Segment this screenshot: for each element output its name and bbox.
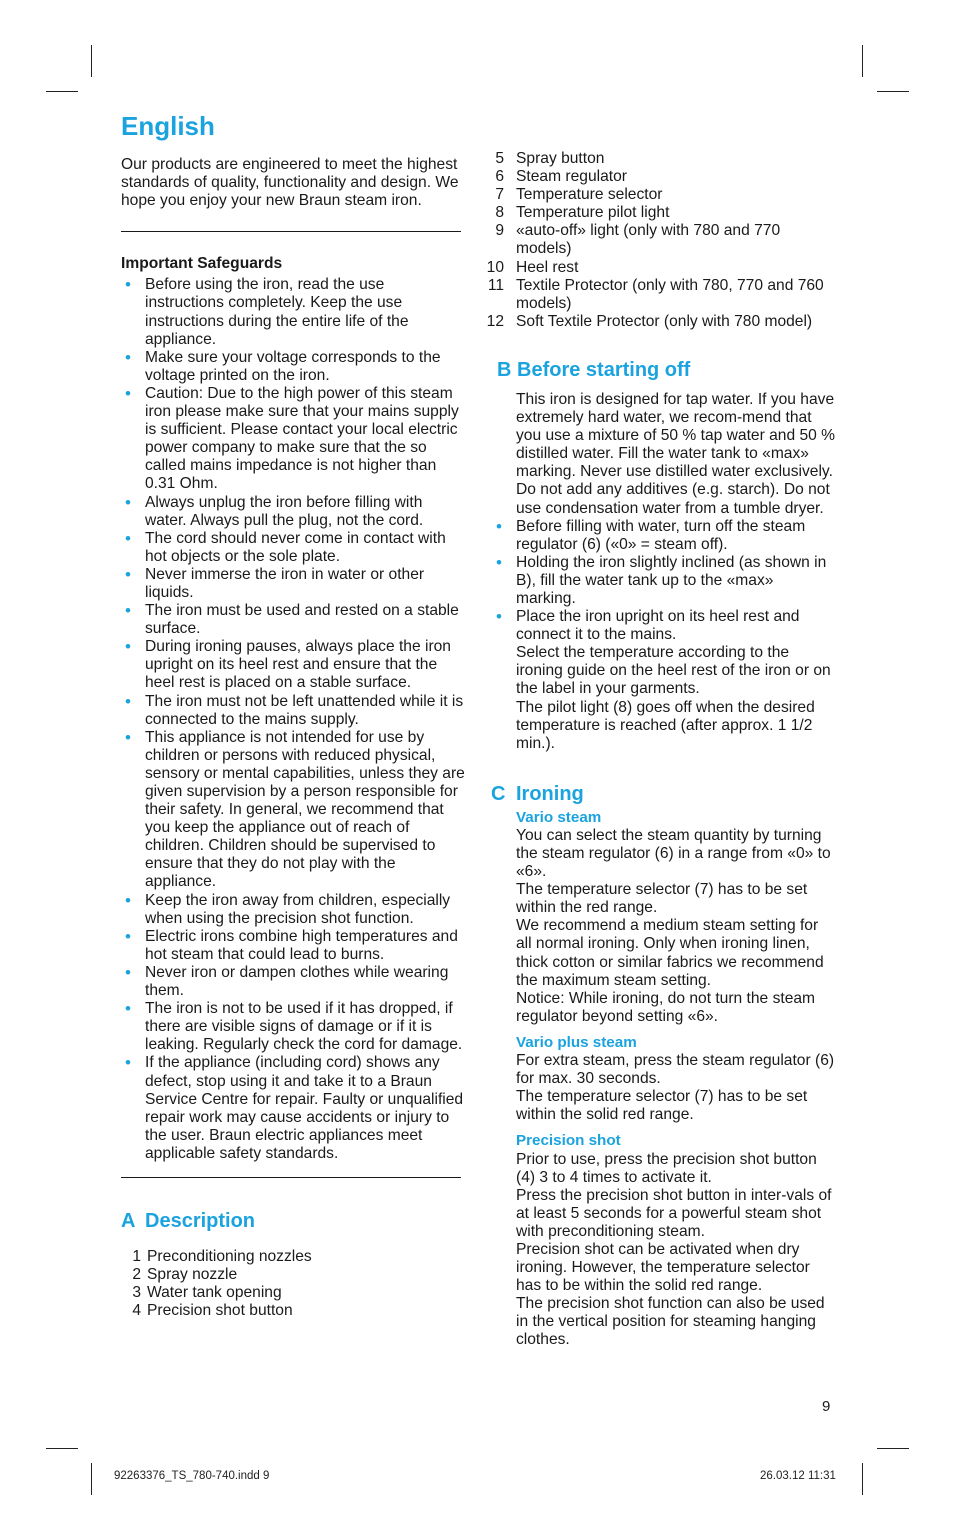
right-column — [486, 150, 835, 1350]
list-item: 8 Temperature pilot light — [495, 204, 670, 222]
list-item: • During ironing pauses, always place the iron upright on its heel rest and ensure that the heel rest is placed on a stable surface. — [125, 637, 451, 692]
list-item: 5 Spray button — [495, 150, 605, 167]
crop-mark — [877, 91, 909, 92]
list-item: • Holding the iron slightly inclined (as shown in B), fill the water tank up to the «max» marking. — [496, 552, 827, 607]
paragraph: Prior to use, press the precision shot button (4) 3 to 4 times to activate it. — [516, 1150, 817, 1186]
description-list — [121, 1248, 466, 1320]
list-item: • Before filling with water, turn off the steam regulator (6) («0» = steam off). — [496, 516, 806, 553]
left-column — [121, 110, 466, 1320]
list-item: • If the appliance (including cord) shows any defect, stop using it and take it to a Braun Service Centre for repair. Faulty or unqualified repair work may cause accidents or injury to the user. Braun electric appliances meet applicable safety standards. — [125, 1053, 464, 1162]
bullet-icon: • — [496, 552, 502, 572]
subheading-vario-steam: Vario steam — [516, 808, 602, 826]
paragraph: Press the precision shot button in inter-vals of at least 5 seconds for a powerful steam shot with preconditioning steam. — [516, 1186, 832, 1240]
crop-mark — [91, 45, 92, 77]
list-item: 10 Heel rest — [486, 258, 579, 276]
bullet-icon: • — [496, 516, 502, 536]
bullet-icon: • — [125, 890, 131, 910]
bullet-icon: • — [125, 1053, 131, 1073]
subheading-vario-plus-steam: Vario plus steam — [516, 1033, 637, 1051]
bullet-icon: • — [125, 564, 131, 584]
list-item: • This appliance is not intended for use by children or persons with reduced physical, sensory or mental capabilities, unless they are given supervision by a person responsible for their safety. In general, we recommend that you keep the appliance out of reach of children. Children should be supervised to ensure that they do not play with the appliance. — [125, 727, 465, 891]
list-item: 11 Textile Protector (only with 780, 770 and 760 models) — [487, 276, 824, 312]
bullet-icon: • — [125, 727, 131, 747]
page-number: 9 — [822, 1398, 831, 1415]
list-item: 2 Spray nozzle — [132, 1266, 238, 1284]
bullet-icon: • — [125, 926, 131, 946]
crop-mark — [91, 1463, 92, 1495]
bullet-icon: • — [125, 383, 131, 403]
list-item: • The cord should never come in contact with hot objects or the sole plate. — [125, 528, 446, 565]
list-item: 4 Precision shot button — [132, 1302, 293, 1320]
bullet-icon: • — [125, 601, 131, 621]
list-item: • Caution: Due to the high power of this steam iron please make sure that your mains supply is sufficient. Please contact your local electric power company to make sure that the so called mains impedance is not higher than 0.31 Ohm. — [125, 383, 459, 493]
section-heading-description: A Description — [121, 1209, 256, 1232]
list-item: • The iron is not to be used if it has dropped, if there are visible signs of damage or if it is leaking. Regularly check the cord for damage. — [125, 999, 463, 1054]
before-paragraph: The pilot light (8) goes off when the desired temperature is reached (after approx. 1 1/2 min.). — [516, 698, 815, 752]
paragraph: The precision shot function can also be used in the vertical position for steaming hanging clothes. — [516, 1295, 825, 1349]
crop-mark — [46, 91, 78, 92]
bullet-icon: • — [125, 347, 131, 367]
subheading-precision-shot: Precision shot — [516, 1132, 621, 1150]
list-item: • Never immerse the iron in water or other liquids. — [125, 564, 425, 601]
list-item: 1 Preconditioning nozzles — [132, 1247, 312, 1265]
bullet-icon: • — [125, 691, 131, 711]
footer-timestamp: 26.03.12 11:31 — [760, 1470, 836, 1482]
paragraph: Precision shot can be activated when dry ironing. However, the temperature selector has to be within the solid red range. — [516, 1240, 810, 1295]
safeguards-list — [121, 276, 466, 1163]
list-item: 6 Steam regulator — [495, 168, 627, 186]
description-list-continued — [486, 150, 835, 331]
bullet-icon: • — [496, 607, 502, 627]
bullet-icon: • — [125, 275, 131, 295]
bullet-icon: • — [125, 999, 131, 1019]
list-item: • The iron must not be left unattended while it is connected to the mains supply. — [125, 691, 464, 728]
before-list — [492, 518, 835, 645]
before-paragraph: Select the temperature according to the ironing guide on the heel rest of the iron or on the label in your garments. — [516, 644, 831, 698]
list-item: • Always unplug the iron before filling with water. Always pull the plug, not the cord. — [125, 492, 424, 529]
divider — [121, 231, 461, 232]
list-item: 9 «auto-off» light (only with 780 and 770 models) — [495, 222, 781, 258]
list-item: 7 Temperature selector — [495, 186, 663, 204]
paragraph: You can select the steam quantity by turning the steam regulator (6) in a range from «0» to «6». — [516, 826, 831, 881]
crop-mark — [46, 1448, 78, 1449]
paragraph: The temperature selector (7) has to be set within the red range. — [516, 881, 808, 917]
bullet-icon: • — [125, 962, 131, 982]
list-item: • Make sure your voltage corresponds to the voltage printed on the iron. — [125, 347, 441, 384]
crop-mark — [877, 1448, 909, 1449]
list-item: • The iron must be used and rested on a stable surface. — [125, 601, 459, 638]
list-item: • Electric irons combine high temperatures and hot steam that could lead to burns. — [125, 926, 458, 963]
crop-mark — [862, 45, 863, 77]
paragraph: For extra steam, press the steam regulator (6) for max. 30 seconds. — [516, 1052, 835, 1088]
section-heading-ironing: C Ironing — [491, 782, 584, 805]
list-item: • Place the iron upright on its heel rest and connect it to the mains. — [496, 607, 800, 644]
list-item: • Never iron or dampen clothes while wearing them. — [125, 962, 449, 1000]
before-intro: This iron is designed for tap water. If you have extremely hard water, we recom-mend that you use a mixture of 50 % tap water and 50 % distilled water. Fill the water tank to «max» marking. Never use distilled water exclusively. Do not add any additives (e.g. starch). Do not use condensation water from a tumble dryer. — [516, 390, 835, 517]
intro-text: Our products are engineered to meet the highest standards of quality, functionality and design. We hope you enjoy your new Braun steam iron. — [121, 156, 459, 210]
page-title: English — [121, 111, 215, 141]
crop-mark — [862, 1463, 863, 1495]
safeguards-heading: Important Safeguards — [121, 255, 283, 273]
list-item: • Keep the iron away from children, especially when using the precision shot function. — [125, 890, 451, 927]
paragraph: We recommend a medium steam setting for all normal ironing. Only when ironing linen, thick cotton or similar fabrics we recommend the maximum steam setting. — [516, 917, 824, 989]
list-item: 3 Water tank opening — [132, 1284, 282, 1302]
bullet-icon: • — [125, 528, 131, 548]
list-item: • Before using the iron, read the use instructions completely. Keep the use instructions during the entire life of the appliance. — [125, 275, 409, 348]
bullet-icon: • — [125, 492, 131, 512]
footer-filename: 92263376_TS_780-740.indd 9 — [114, 1470, 270, 1482]
paragraph: Notice: While ironing, do not turn the steam regulator beyond setting «6». — [516, 989, 816, 1025]
divider — [121, 1177, 461, 1178]
bullet-icon: • — [125, 637, 131, 657]
section-heading-before: B Before starting off — [497, 358, 691, 381]
list-item: 12 Soft Textile Protector (only with 780 model) — [486, 312, 813, 330]
paragraph: The temperature selector (7) has to be set within the solid red range. — [516, 1088, 808, 1124]
